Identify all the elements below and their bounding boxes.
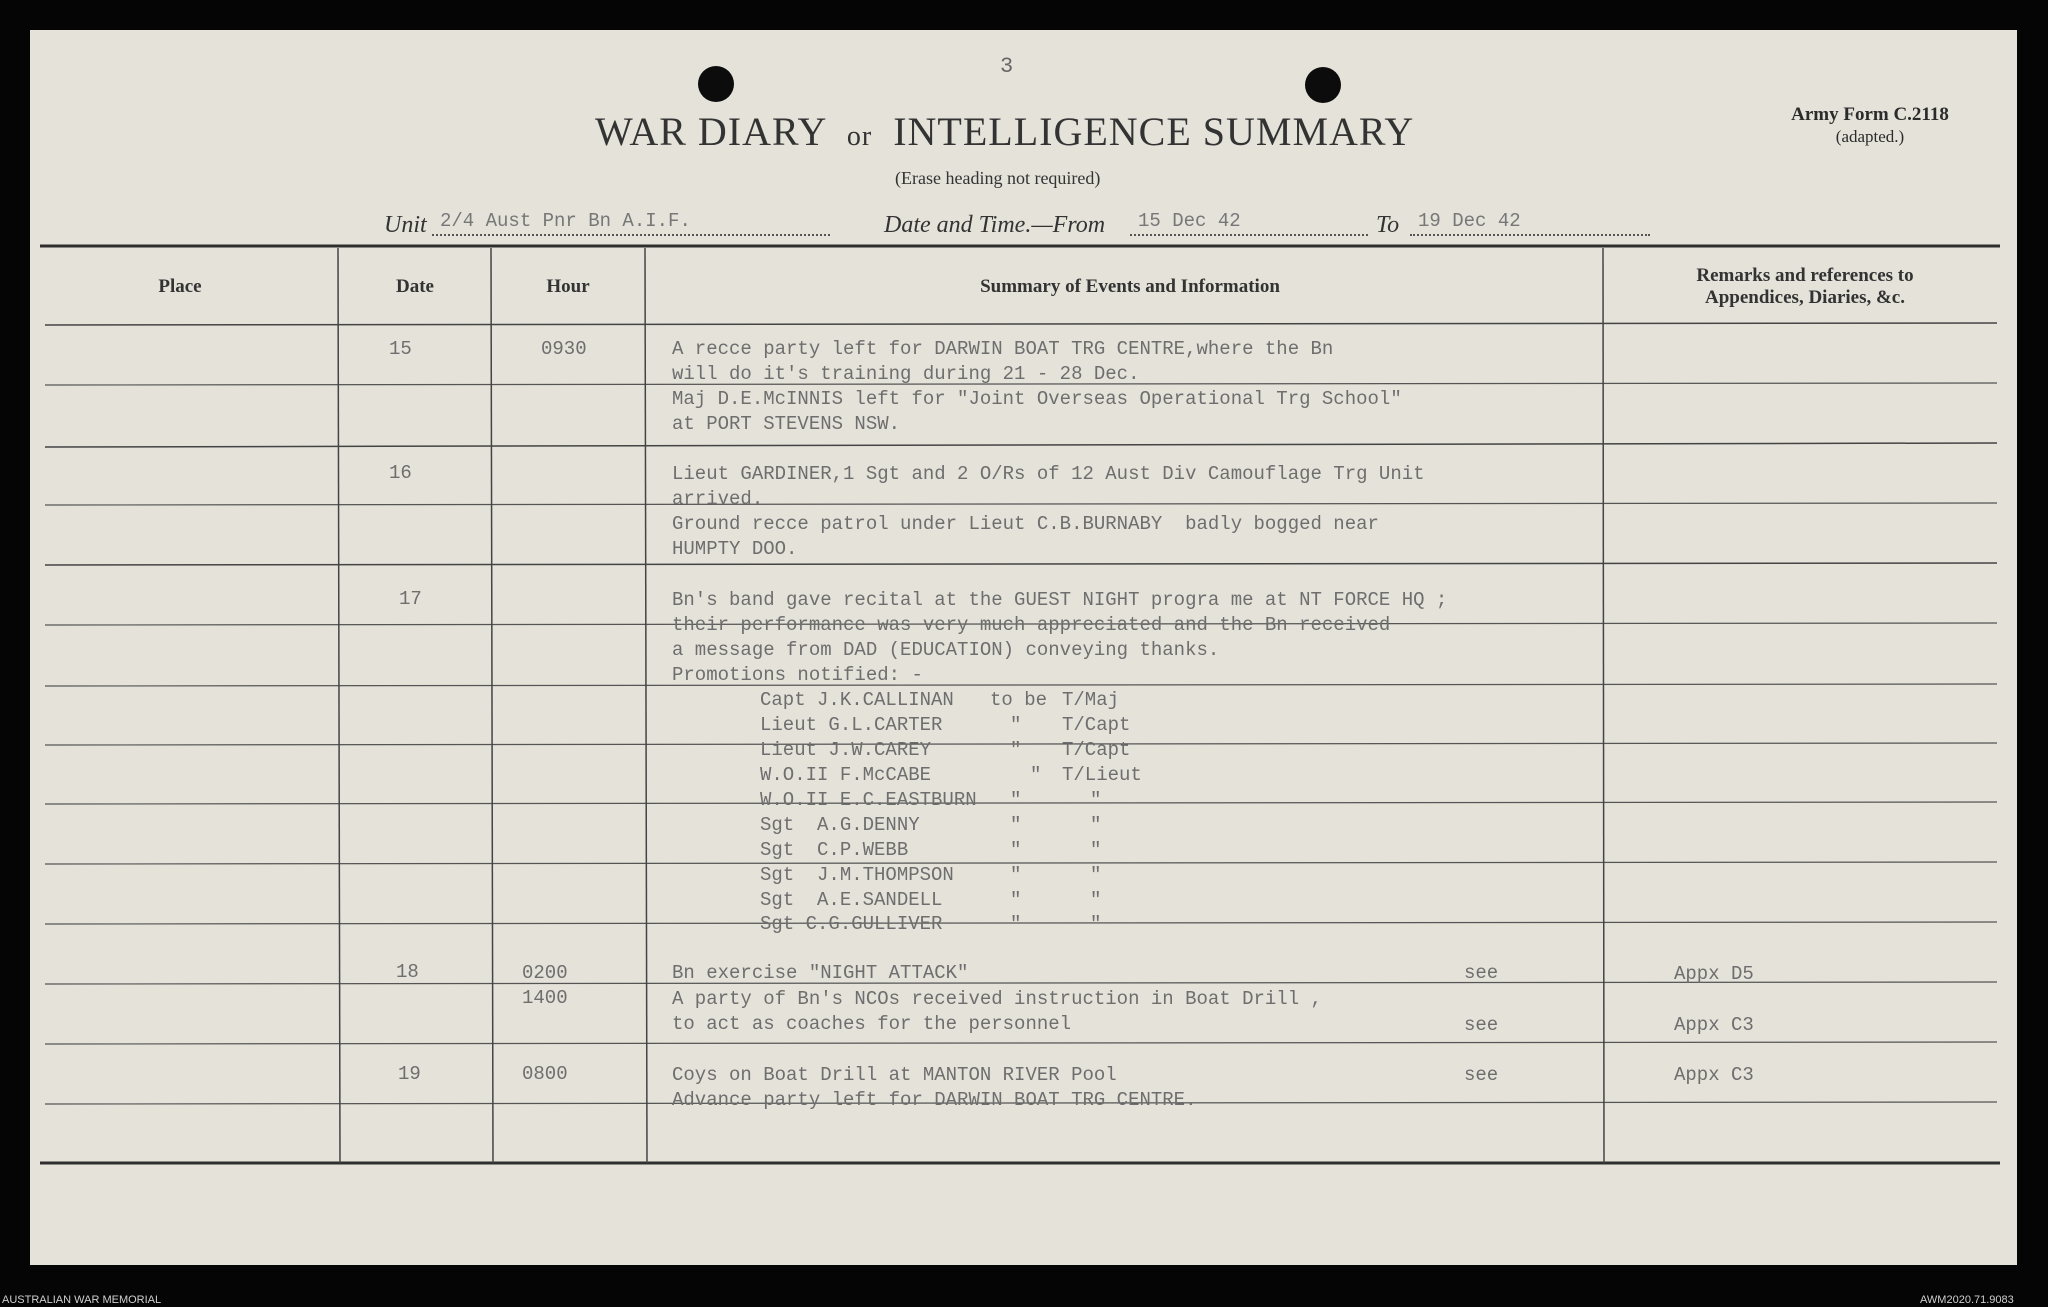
title-intelligence-summary: INTELLIGENCE SUMMARY xyxy=(893,109,1415,154)
entry-date: 17 xyxy=(399,588,422,610)
entry-line: A recce party left for DARWIN BOAT TRG CENTRE,where the Bn xyxy=(672,338,1334,360)
appendix-remark: Appx C3 xyxy=(1674,1014,1754,1036)
entry-date: 15 xyxy=(389,338,412,360)
column-header-date: Date xyxy=(396,276,434,297)
entry-hour: 0930 xyxy=(541,338,587,360)
date-from-value: 15 Dec 42 xyxy=(1130,210,1368,236)
see-reference: see xyxy=(1464,1014,1499,1036)
promotion-rank: " xyxy=(1090,889,1102,911)
entry-line: Maj D.E.McINNIS left for "Joint Overseas Operational Trg School" xyxy=(672,388,1402,410)
promotion-name: Sgt C.G.GULLIVER xyxy=(760,913,943,935)
appendix-remark: Appx D5 xyxy=(1674,963,1754,985)
promotion-rank: " xyxy=(1090,839,1102,861)
column-header-hour: Hour xyxy=(546,276,590,297)
see-reference: see xyxy=(1464,962,1499,984)
footer-source: AUSTRALIAN WAR MEMORIAL xyxy=(2,1294,162,1306)
entry-line: Ground recce patrol under Lieut C.B.BURNABY badly bogged near xyxy=(672,513,1379,535)
promotion-mark: " xyxy=(1010,889,1022,911)
column-header-remarks xyxy=(1640,265,1970,309)
entry-line: Coys on Boat Drill at MANTON RIVER Pool xyxy=(672,1064,1117,1086)
entry-line: their performance was very much appreciated and the Bn received xyxy=(672,614,1391,636)
footer-accession: AWM2020.71.9083 xyxy=(1920,1294,2014,1306)
page-number: 3 xyxy=(1000,54,1014,79)
column-header-place: Place xyxy=(158,276,202,297)
promotion-mark: " xyxy=(1010,913,1022,935)
promotion-rank: " xyxy=(1090,789,1102,811)
entry-line: Promotions notified: - xyxy=(672,664,923,686)
promotion-name: W.O.II F.McCABE xyxy=(760,764,932,786)
column-header-summary: Summary of Events and Information xyxy=(980,276,1280,297)
entry-line: Advance party left for DARWIN BOAT TRG CENTRE. xyxy=(672,1089,1197,1111)
entry-line: to act as coaches for the personnel xyxy=(672,1013,1072,1035)
see-reference: see xyxy=(1464,1064,1499,1086)
army-form-adapted: (adapted.) xyxy=(1835,127,1905,146)
date-to-value: 19 Dec 42 xyxy=(1410,210,1650,236)
promotion-mark: " xyxy=(1030,764,1042,786)
entry-line: A party of Bn's NCOs received instruction in Boat Drill , xyxy=(672,988,1322,1010)
promotion-rank: T/Capt xyxy=(1062,739,1131,761)
remarks-header-line1: Remarks and references to xyxy=(1696,265,1914,286)
unit-value: 2/4 Aust Pnr Bn A.I.F. xyxy=(432,210,830,236)
entry-line: at PORT STEVENS NSW. xyxy=(672,413,901,435)
entry-line: Bn's band gave recital at the GUEST NIGHT progra me at NT FORCE HQ ; xyxy=(672,589,1448,611)
promotion-name: Lieut J.W.CAREY xyxy=(760,739,932,761)
promotion-mark: " xyxy=(1010,789,1022,811)
entry-hour: 1400 xyxy=(522,987,568,1009)
entry-line: HUMPTY DOO. xyxy=(672,538,798,560)
entry-hour: 0200 xyxy=(522,962,568,984)
promotion-rank: T/Maj xyxy=(1062,689,1120,711)
promotion-rank: " xyxy=(1090,864,1102,886)
promotion-mark: " xyxy=(1010,864,1022,886)
unit-label: Unit xyxy=(384,212,427,238)
date-to-label: To xyxy=(1376,212,1400,238)
entry-line: Bn exercise "NIGHT ATTACK" xyxy=(672,962,969,984)
promotion-mark: to be xyxy=(990,689,1048,711)
remarks-header-line2: Appendices, Diaries, &c. xyxy=(1704,287,1905,308)
promotion-rank: T/Capt xyxy=(1062,714,1131,736)
entry-date: 16 xyxy=(389,462,412,484)
promotion-mark: " xyxy=(1010,714,1022,736)
promotion-mark: " xyxy=(1010,739,1022,761)
entry-line: will do it's training during 21 - 28 Dec. xyxy=(672,363,1140,385)
title-war-diary: WAR DIARY xyxy=(595,109,826,154)
erase-heading-note: (Erase heading not required) xyxy=(895,168,1101,188)
promotion-rank: " xyxy=(1090,913,1102,935)
promotion-name: Sgt A.G.DENNY xyxy=(760,814,920,836)
promotion-name: Sgt C.P.WEBB xyxy=(760,839,909,861)
promotion-name: W.O.II E.C.EASTBURN xyxy=(760,789,977,811)
entry-line: a message from DAD (EDUCATION) conveying thanks. xyxy=(672,639,1220,661)
entry-line: Lieut GARDINER,1 Sgt and 2 O/Rs of 12 Aust Div Camouflage Trg Unit xyxy=(672,463,1425,485)
appendix-remark: Appx C3 xyxy=(1674,1064,1754,1086)
promotion-name: Lieut G.L.CARTER xyxy=(760,714,943,736)
promotion-mark: " xyxy=(1010,839,1022,861)
entry-date: 19 xyxy=(398,1063,421,1085)
entry-hour: 0800 xyxy=(522,1063,568,1085)
entry-line: arrived. xyxy=(672,488,764,510)
title-or: or xyxy=(846,121,873,152)
army-form-number: Army Form C.2118 xyxy=(1791,104,1949,125)
promotion-rank: T/Lieut xyxy=(1062,764,1142,786)
entry-date: 18 xyxy=(396,961,419,983)
promotion-mark: " xyxy=(1010,814,1022,836)
promotion-name: Sgt J.M.THOMPSON xyxy=(760,864,954,886)
promotion-name: Capt J.K.CALLINAN xyxy=(760,689,954,711)
promotion-rank: " xyxy=(1090,814,1102,836)
promotion-name: Sgt A.E.SANDELL xyxy=(760,889,943,911)
date-from-label: Date and Time.—From xyxy=(884,212,1106,238)
